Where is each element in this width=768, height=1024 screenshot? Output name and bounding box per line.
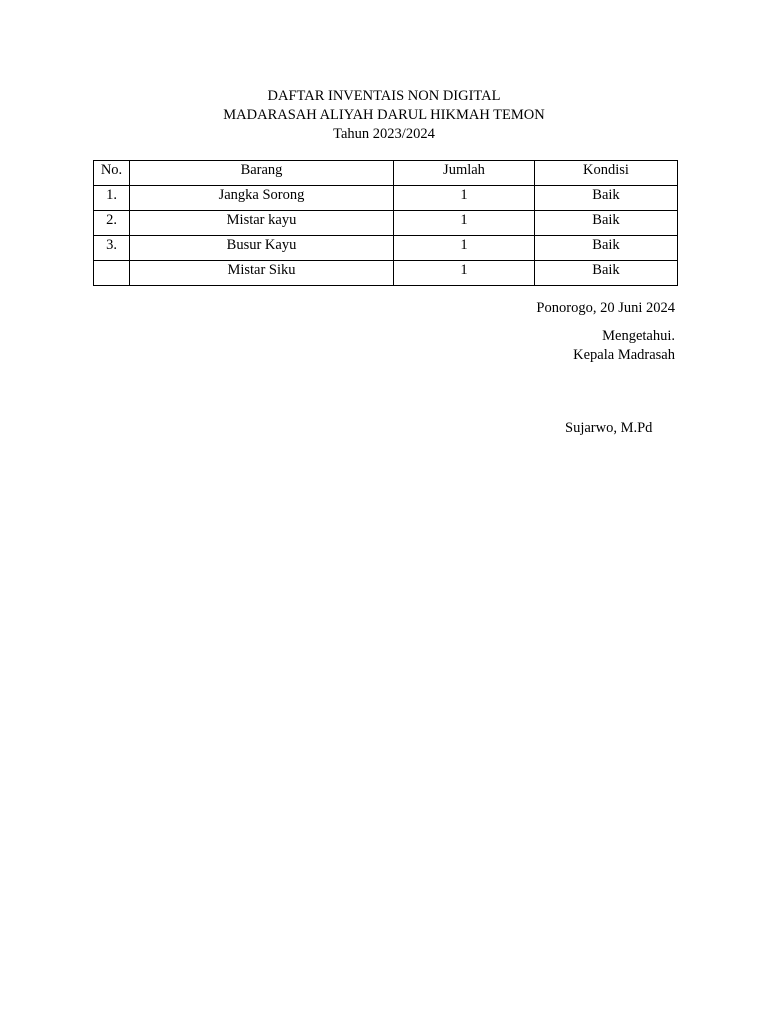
signer-name: Sujarwo, M.Pd	[565, 420, 653, 436]
cell-no: 1.	[94, 186, 130, 211]
cell-no: 2.	[94, 211, 130, 236]
document-title-block	[0, 87, 768, 144]
signature-approval-block	[573, 327, 675, 365]
school-name: MADARASAH ALIYAH DARUL HIKMAH TEMON	[223, 107, 545, 123]
signer-position: Kepala Madrasah	[573, 347, 675, 363]
table-header-row	[94, 161, 678, 186]
cell-jumlah: 1	[394, 186, 535, 211]
cell-no	[94, 261, 130, 286]
cell-barang: Mistar Siku	[130, 261, 394, 286]
cell-barang: Jangka Sorong	[130, 186, 394, 211]
table-row	[94, 211, 678, 236]
table-row	[94, 186, 678, 211]
cell-kondisi: Baik	[535, 261, 678, 286]
cell-kondisi: Baik	[535, 186, 678, 211]
cell-jumlah: 1	[394, 211, 535, 236]
cell-barang: Mistar kayu	[130, 211, 394, 236]
cell-kondisi: Baik	[535, 236, 678, 261]
signature-place-date: Ponorogo, 20 Juni 2024	[536, 300, 675, 316]
column-header-no: No.	[94, 161, 130, 186]
column-header-barang: Barang	[130, 161, 394, 186]
cell-barang: Busur Kayu	[130, 236, 394, 261]
cell-jumlah: 1	[394, 261, 535, 286]
academic-year: Tahun 2023/2024	[333, 126, 435, 142]
cell-no: 3.	[94, 236, 130, 261]
column-header-jumlah: Jumlah	[394, 161, 535, 186]
inventory-table	[93, 160, 678, 286]
cell-jumlah: 1	[394, 236, 535, 261]
table-row	[94, 261, 678, 286]
cell-kondisi: Baik	[535, 211, 678, 236]
document-title: DAFTAR INVENTAIS NON DIGITAL	[267, 88, 501, 104]
table-row	[94, 236, 678, 261]
acknowledged-label: Mengetahui.	[602, 328, 675, 344]
column-header-kondisi: Kondisi	[535, 161, 678, 186]
